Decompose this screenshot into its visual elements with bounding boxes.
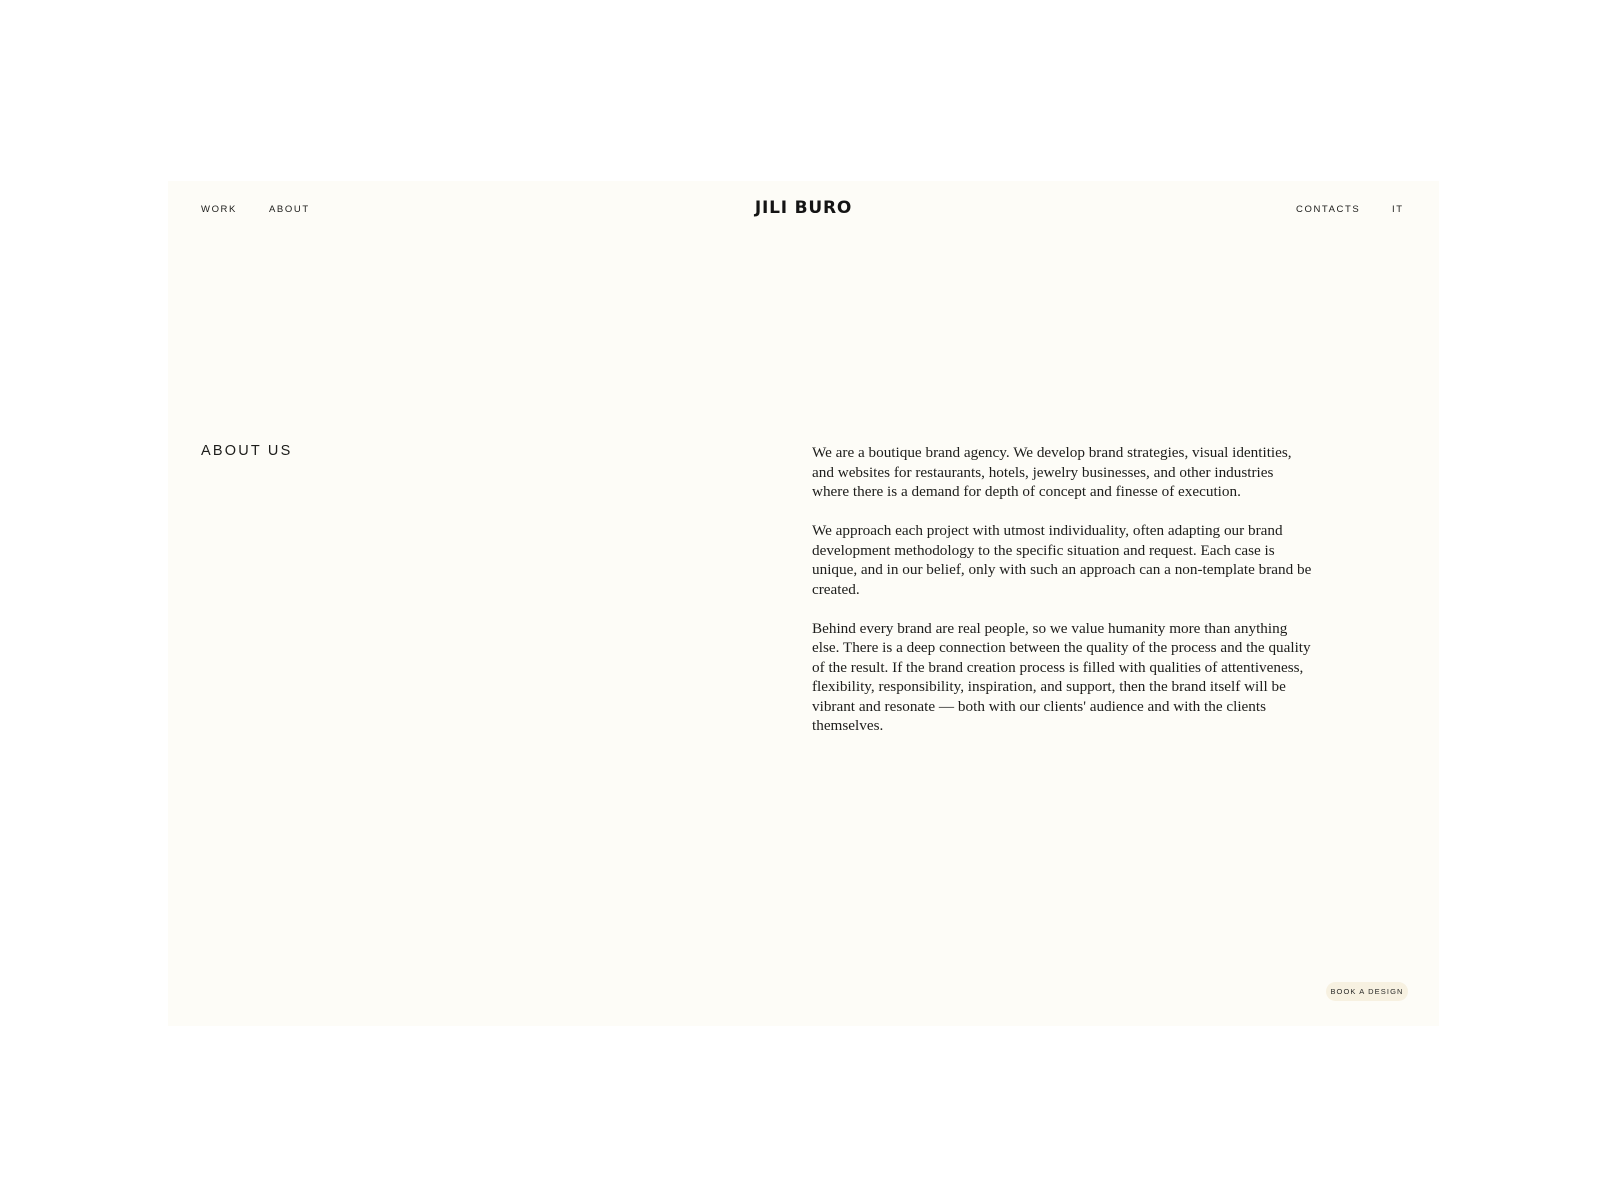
about-text <box>812 443 1312 755</box>
about-paragraph: Behind every brand are real people, so we value humanity more than anything else. There is a deep connection between the quality of the process and the quality of the result. If the brand creation process is filled with qualities of attentiveness, flexibility, responsibility, inspiration, and support, then the brand itself will be vibrant and resonate — both with our clients' audience and with the clients themselves. <box>812 619 1311 734</box>
site-logo[interactable]: JILI BURO <box>754 198 853 218</box>
nav-contacts-link[interactable]: CONTACTS <box>1296 204 1361 215</box>
nav-work-link[interactable]: WORK <box>201 204 237 215</box>
about-paragraph: We approach each project with utmost individuality, often adapting our brand development methodology to the specific situation and request. Each case is unique, and in our belief, only with such an approach can a non-template brand be created. <box>812 522 1312 598</box>
site-frame <box>168 181 1439 1026</box>
language-switch-link[interactable]: IT <box>1392 204 1404 215</box>
about-paragraph: We are a boutique brand agency. We develop brand strategies, visual identities, and websites for restaurants, hotels, jewelry businesses, and other industries where there is a demand for depth of concept and finesse of execution. <box>812 444 1292 500</box>
logo-wrapper <box>168 198 1439 218</box>
nav-about-link[interactable]: ABOUT <box>269 204 310 215</box>
book-a-design-button[interactable]: BOOK A DESIGN <box>1326 982 1408 1001</box>
about-heading: ABOUT US <box>201 443 293 459</box>
